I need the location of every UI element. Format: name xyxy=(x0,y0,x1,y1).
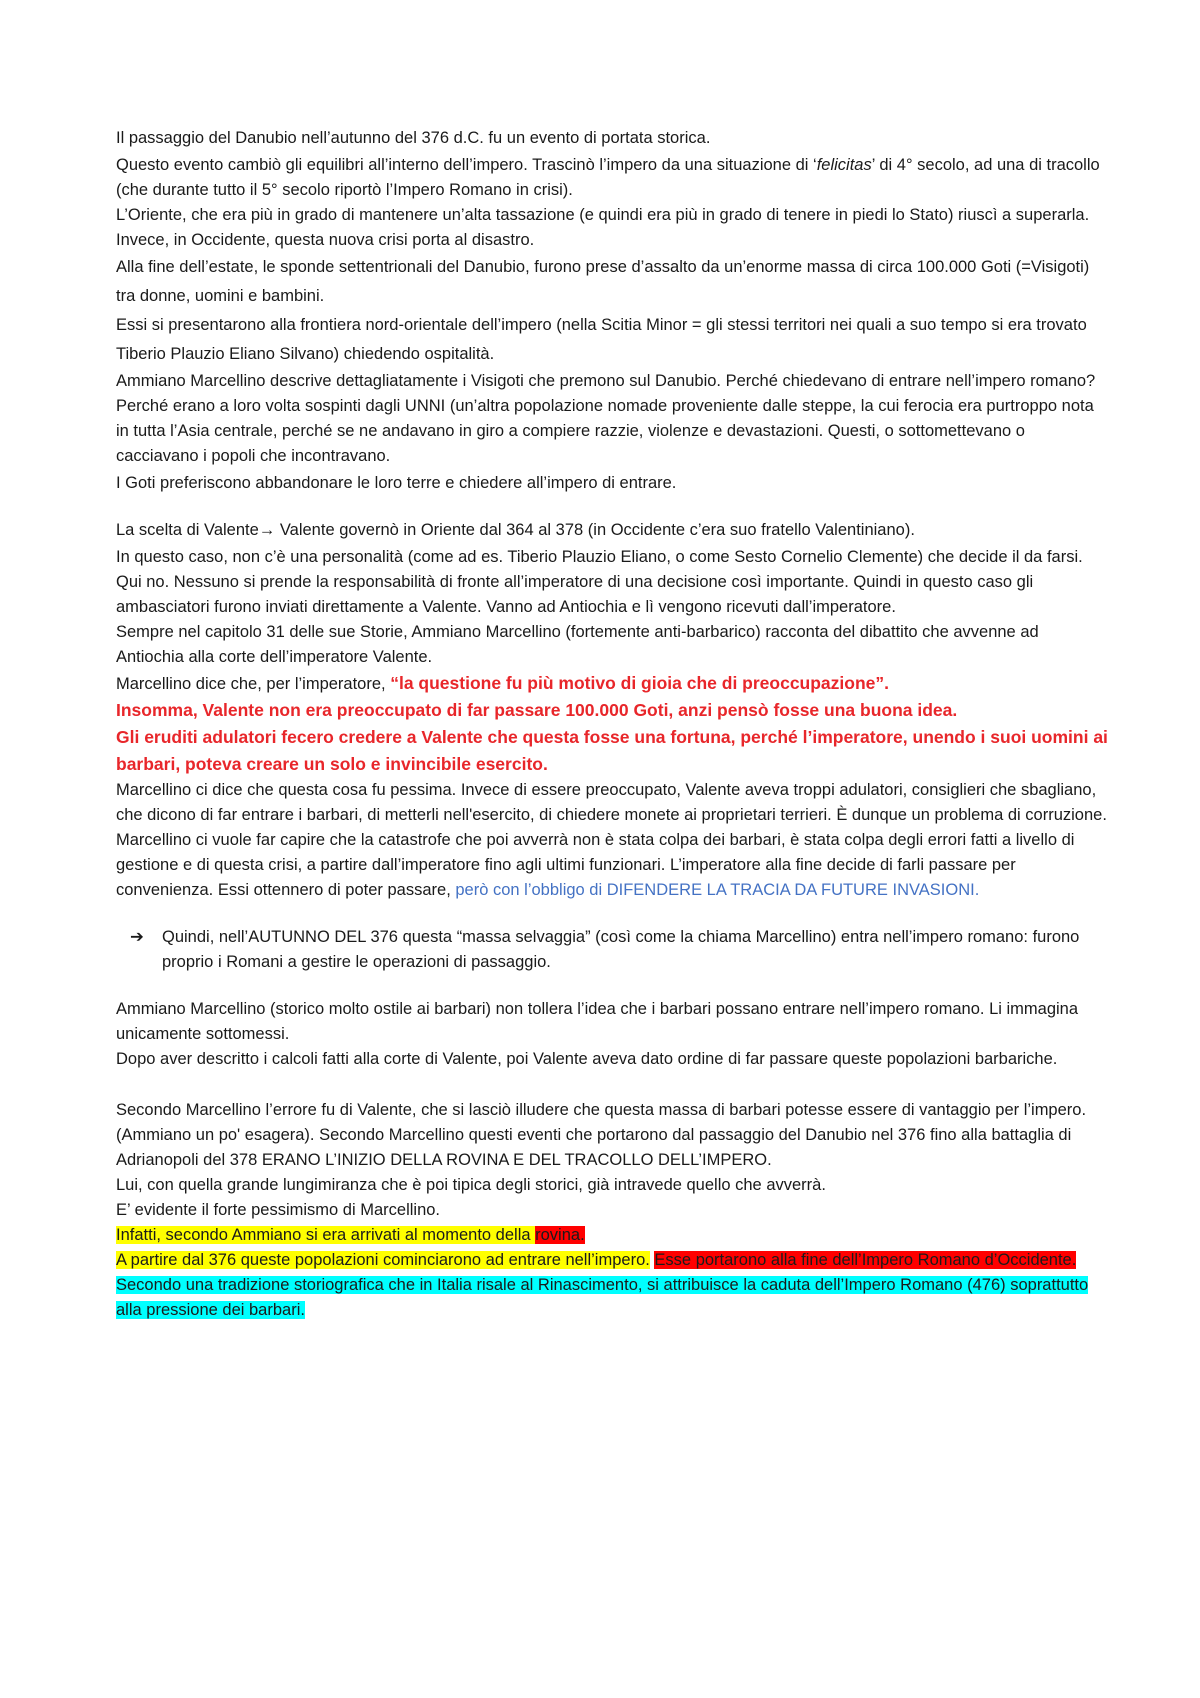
paragraph-fine-impero xyxy=(116,1248,1108,1273)
paragraph-intro: Il passaggio del Danubio nell’autunno del 376 d.C. fu un evento di portata storica. xyxy=(116,129,711,147)
paragraph-red-insomma: Insomma, Valente non era preoccupato di far passare 100.000 Goti, anzi pensò fosse una buona idea. xyxy=(116,700,958,720)
paragraph-citazione xyxy=(116,670,1108,697)
paragraph-corruzione xyxy=(116,778,1108,903)
highlight-yellow: A partire dal 376 queste popolazioni cominciarono ad entrare nell’impero. xyxy=(116,1251,650,1269)
text-run: ’ di 4° secolo, ad una di tracollo (che durante tutto il 5° secolo riportò l’Impero Romano in crisi). xyxy=(116,156,1100,199)
highlight-red: Esse portarono alla fine dell’Impero Romano d’Occidente. xyxy=(654,1251,1077,1269)
paragraph-tradizione xyxy=(116,1273,1108,1323)
italic-term: felicitas xyxy=(816,156,872,174)
paragraph-equilibri xyxy=(116,153,1108,203)
spacer xyxy=(116,975,1108,997)
highlight-cyan: Secondo una tradizione storiografica che in Italia risale al Rinascimento, si attribuisce la caduta dell’Impero Romano (476) soprattutto alla pressione dei barbari. xyxy=(116,1276,1089,1319)
blue-text: però con l’obbligo di DIFENDERE LA TRACIA DA FUTURE INVASIONI. xyxy=(455,881,980,899)
text-run: La scelta di Valente xyxy=(116,521,259,539)
paragraph-red-eruditi: Gli eruditi adulatori fecero credere a Valente che questa fosse una fortuna, perché l’imperatore, unendo i suoi uomini ai barbari, poteva creare un solo e invincibile esercito. xyxy=(116,727,1108,774)
paragraph-rovina xyxy=(116,1223,1108,1248)
paragraph-errore-valente: Secondo Marcellino l’errore fu di Valente, che si lasciò illudere che questa massa di barbari potesse essere di vantaggio per l’impero. (Ammiano un po' esagera). Secondo Marcellino questi eventi che portarono dal passaggio del Danubio nel 376 fino alla battaglia di Adrianopoli del 378 ERANO L’INIZIO DELLA ROVINA E DEL TRACOLLO DELL’IMPERO. xyxy=(116,1101,1087,1169)
quote-red: “la questione fu più motivo di gioia che di preoccupazione”. xyxy=(390,673,890,693)
paragraph-danubio: Alla fine dell’estate, le sponde settentrionali del Danubio, furono prese d’assalto da un’enorme massa di circa 100.000 Goti (=Visigoti) tra donne, uomini e bambini. xyxy=(116,258,1090,305)
text-run: Valente governò in Oriente dal 364 al 378 (in Occidente c’era suo fratello Valentiniano). xyxy=(275,521,915,539)
paragraph-frontiera: Essi si presentarono alla frontiera nord-orientale dell’impero (nella Scitia Minor = gli stessi territori nei quali a suo tempo si era trovato Tiberio Plauzio Eliano Silvano) chiedendo ospitalità. xyxy=(116,316,1087,363)
paragraph-scelta-valente xyxy=(116,516,1108,545)
paragraph-personalita: In questo caso, non c’è una personalità (come ad es. Tiberio Plauzio Eliano, o come Sesto Cornelio Clemente) che decide il da farsi. Qui no. Nessuno si prende la responsabilità di fronte all’imperatore di una decisione così importante. Quindi in questo caso gli ambasciatori furono inviati direttamente a Valente. Vanno ad Antiochia e lì vengono ricevuti dall’imperatore. xyxy=(116,548,1083,616)
paragraph-oriente: L’Oriente, che era più in grado di mantenere un’alta tassazione (e quindi era più in grado di tenere in piedi lo Stato) riuscì a superarla. Invece, in Occidente, questa nuova crisi porta al disastro. xyxy=(116,206,1090,249)
highlight-red: rovina. xyxy=(535,1226,585,1244)
text-run: Questo evento cambiò gli equilibri all’interno dell’impero. Trascinò l’impero da una situazione di ‘ xyxy=(116,156,817,174)
paragraph-capitolo-31: Sempre nel capitolo 31 delle sue Storie, Ammiano Marcellino (fortemente anti-barbarico) racconta del dibattito che avvenne ad Antiochia alla corte dell’imperatore Valente. xyxy=(116,623,1039,666)
paragraph-goti: I Goti preferiscono abbandonare le loro terre e chiedere all’impero di entrare. xyxy=(116,474,677,492)
arrow-bullet-item xyxy=(116,925,1108,975)
spacer xyxy=(116,498,1108,516)
text-run: Marcellino ci dice che questa cosa fu pessima. Invece di essere preoccupato, Valente aveva troppi adulatori, consiglieri che sbagliano, che dicono di far entrare i barbari, di metterli nell'esercito, di chiedere monete ai proprietari terrieri. È dunque un problema di corruzione. Marcellino ci vuole far capire che la catastrofe che poi avverrà non è stata colpa dei barbari, è stata colpa degli errori fatti a livello di gestione e di questa crisi, a partire dall’imperatore fino agli ultimi funzionari. L’imperatore alla fine decide di farli passare per convenienza. Essi ottennero di poter passare, xyxy=(116,781,1107,899)
highlight-yellow: Infatti, secondo Ammiano si era arrivati al momento della xyxy=(116,1226,536,1244)
document-body xyxy=(116,124,1108,1323)
bullet-text: Quindi, nell’AUTUNNO DEL 376 questa “massa selvaggia” (così come la chiama Marcellino) entra nell’impero romano: furono proprio i Romani a gestire le operazioni di passaggio. xyxy=(162,928,1080,971)
paragraph-calcoli: Dopo aver descritto i calcoli fatti alla corte di Valente, poi Valente aveva dato ordine di far passare queste popolazioni barbariche. xyxy=(116,1050,1058,1068)
bullet-arrow-icon: ➔ xyxy=(130,928,144,946)
spacer xyxy=(116,1072,1108,1098)
text-run: Marcellino dice che, per l’imperatore, xyxy=(116,675,391,693)
right-arrow-icon: → xyxy=(258,521,276,539)
spacer xyxy=(116,903,1108,925)
paragraph-pessimismo: E’ evidente il forte pessimismo di Marcellino. xyxy=(116,1201,441,1219)
paragraph-lungimiranza: Lui, con quella grande lungimiranza che è poi tipica degli storici, già intravede quello che avverrà. xyxy=(116,1176,826,1194)
paragraph-ostile: Ammiano Marcellino (storico molto ostile ai barbari) non tollera l’idea che i barbari possano entrare nell’impero romano. Li immagina unicamente sottomessi. xyxy=(116,1000,1079,1043)
paragraph-ammiano: Ammiano Marcellino descrive dettagliatamente i Visigoti che premono sul Danubio. Perché chiedevano di entrare nell’impero romano? Perché erano a loro volta sospinti dagli UNNI (un’altra popolazione nomade proveniente dalle steppe, la cui ferocia era purtroppo nota in tutta l’Asia centrale, perché se ne andavano in giro a compiere razzie, violenze e devastazioni. Questi, o sottomettevano o cacciavano i popoli che incontravano. xyxy=(116,372,1096,465)
